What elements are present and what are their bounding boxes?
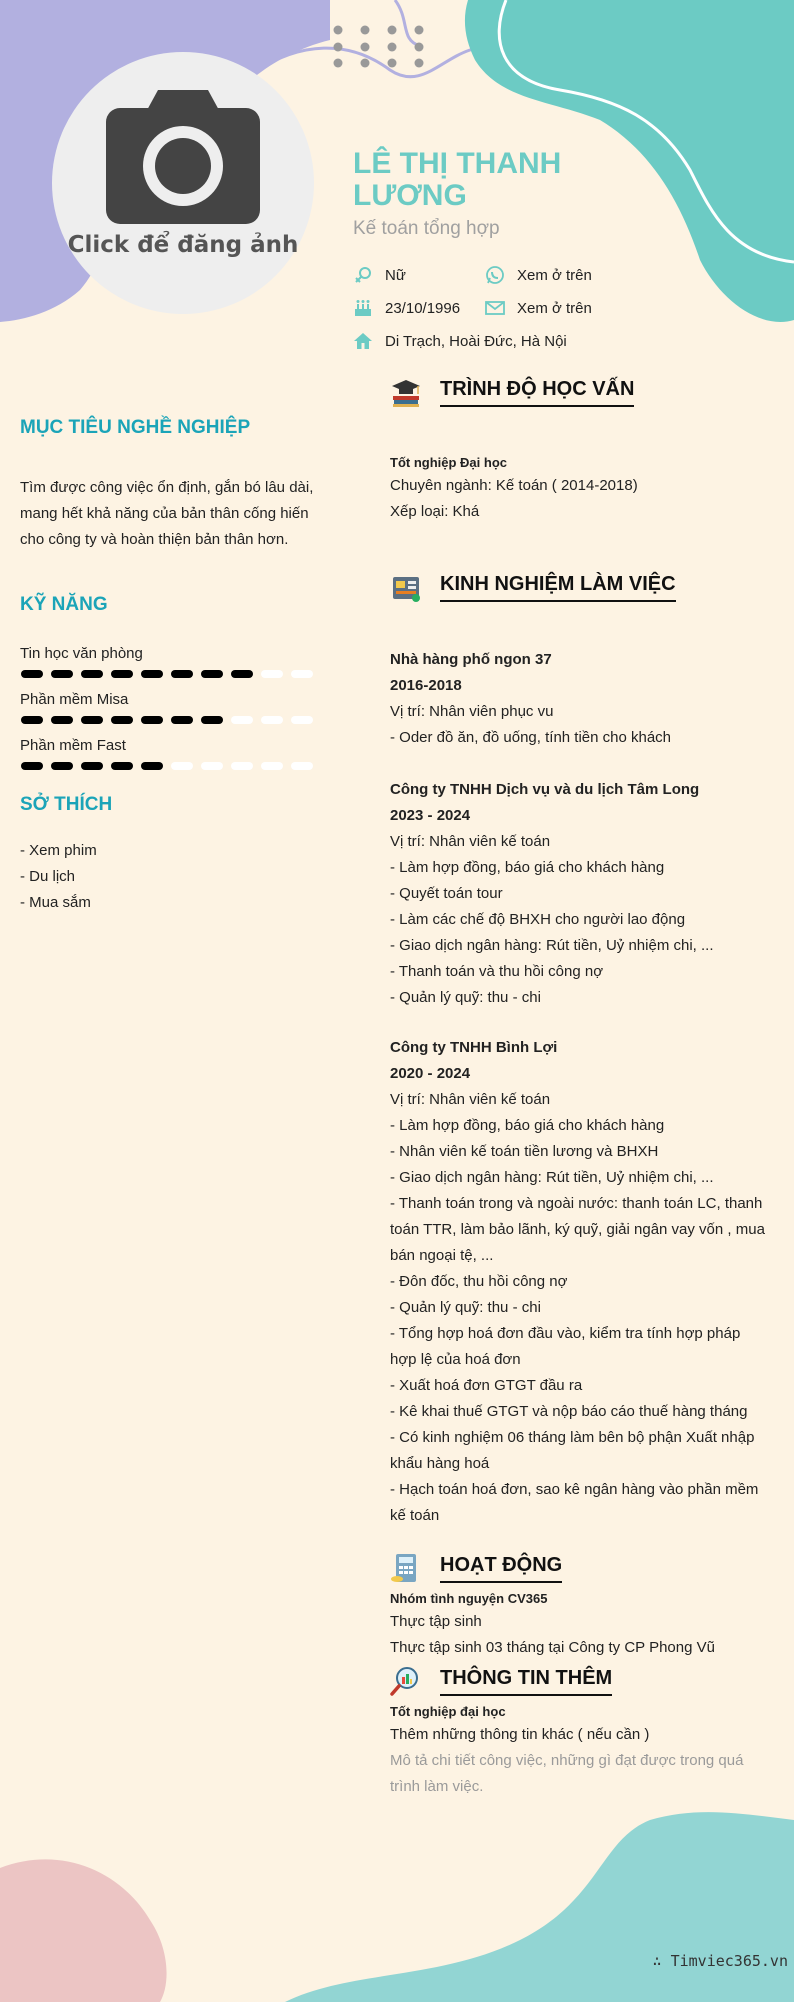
skill-level-bar — [20, 759, 320, 773]
brand-text: Timviec365.vn — [670, 1952, 788, 1970]
additional-placeholder: Mô tả chi tiết công việc, những gì đạt được trong quá trình làm việc. — [390, 1752, 744, 1795]
job-duty: - Xuất hoá đơn GTGT đầu ra — [390, 1377, 583, 1394]
hobbies-heading: SỞ THÍCH — [20, 794, 113, 815]
skill-name: Phần mềm Misa — [20, 691, 129, 708]
additional-line: Thêm những thông tin khác ( nếu cần ) — [390, 1726, 650, 1743]
skill-dash-filled — [141, 716, 163, 724]
job-duty: - Làm các chế độ BHXH cho người lao động — [390, 911, 686, 928]
skill-dash-empty — [261, 762, 283, 770]
gender-value: Nữ — [385, 266, 406, 284]
education-section-header — [390, 376, 634, 408]
gender-row — [353, 265, 406, 285]
job-duty: - Làm hợp đồng, báo giá cho khách hàng — [390, 859, 665, 876]
education-title: Tốt nghiệp Đại học — [390, 455, 507, 470]
skill-dash-filled — [111, 670, 133, 678]
skill-dash-empty — [291, 670, 313, 678]
skill-name: Tin học văn phòng — [20, 645, 143, 662]
email-icon — [485, 298, 505, 318]
magnifier-chart-icon — [390, 1665, 422, 1697]
skill-dash-empty — [231, 762, 253, 770]
experience-heading: KINH NGHIỆM LÀM VIỆC — [440, 573, 676, 602]
skill-dash-filled — [81, 716, 103, 724]
job-company: Nhà hàng phố ngon 37 — [390, 651, 552, 668]
job-duty: - Thanh toán và thu hồi công nợ — [390, 963, 604, 980]
skill-dash-empty — [291, 762, 313, 770]
hobby-item: - Mua sắm — [20, 894, 91, 911]
skill-item — [20, 691, 320, 727]
skill-dash-filled — [141, 670, 163, 678]
job-duty: - Oder đồ ăn, đồ uống, tính tiền cho khách — [390, 729, 672, 746]
birthdate-value: 23/10/1996 — [385, 299, 461, 317]
job-duty: - Làm hợp đồng, báo giá cho khách hàng — [390, 1117, 665, 1134]
skill-dash-filled — [171, 670, 193, 678]
brand-watermark: ∴ Timviec365.vn — [652, 1952, 788, 1970]
phone-icon — [485, 265, 505, 285]
job-entry — [390, 777, 770, 1011]
candidate-name: LÊ THỊ THANH LƯƠNG — [353, 147, 562, 212]
skill-dash-filled — [21, 670, 43, 678]
job-duty: - Quyết toán tour — [390, 885, 503, 902]
skill-level-bar — [20, 713, 320, 727]
job-entry — [390, 647, 770, 751]
job-duty: - Hạch toán hoá đơn, sao kê ngân hàng vào phần mềm kế toán — [390, 1481, 759, 1524]
job-position: Vị trí: Nhân viên kế toán — [390, 833, 551, 850]
skill-level-bar — [20, 667, 320, 681]
job-entry — [390, 1035, 770, 1529]
phone-row — [485, 265, 592, 285]
skill-dash-filled — [81, 670, 103, 678]
job-duty: - Quản lý quỹ: thu - chi — [390, 1299, 541, 1316]
photo-caption: Click để đăng ảnh — [67, 232, 299, 258]
skill-dash-filled — [51, 716, 73, 724]
camera-icon — [106, 88, 260, 224]
education-block — [390, 453, 770, 525]
address-value: Di Trạch, Hoài Đức, Hà Nội — [385, 332, 567, 350]
education-heading: TRÌNH ĐỘ HỌC VẤN — [440, 378, 634, 407]
skill-item — [20, 645, 320, 681]
skills-heading: KỸ NĂNG — [20, 594, 108, 615]
photo-upload[interactable] — [52, 52, 314, 314]
education-grade: Xếp loại: Khá — [390, 503, 480, 520]
additional-section-header — [390, 1665, 612, 1697]
activities-heading: HOẠT ĐỘNG — [440, 1554, 562, 1583]
email-value: Xem ở trên — [517, 299, 592, 317]
skill-dash-filled — [51, 762, 73, 770]
skill-dash-filled — [51, 670, 73, 678]
job-duty: - Giao dịch ngân hàng: Rút tiền, Uỷ nhiệm chi, ... — [390, 937, 714, 954]
activity-org: Nhóm tình nguyện CV365 — [390, 1591, 548, 1606]
job-duty: - Có kinh nghiệm 06 tháng làm bên bộ phận Xuất nhập khẩu hàng hoá — [390, 1429, 755, 1472]
activities-calculator-icon — [390, 1552, 422, 1584]
skill-dash-filled — [111, 762, 133, 770]
activity-detail: Thực tập sinh 03 tháng tại Công ty CP Phong Vũ — [390, 1639, 715, 1656]
skill-dash-filled — [21, 762, 43, 770]
experience-section-header — [390, 571, 676, 603]
job-duty: - Thanh toán trong và ngoài nước: thanh toán LC, thanh toán TTR, làm bảo lãnh, ký quỹ, giải ngân vay vốn , mua bán ngoại tệ, ... — [390, 1195, 765, 1264]
skill-dash-filled — [231, 670, 253, 678]
education-major: Chuyên ngành: Kế toán ( 2014-2018) — [390, 477, 638, 494]
skill-dash-filled — [201, 716, 223, 724]
skill-dash-empty — [231, 716, 253, 724]
skill-dash-filled — [111, 716, 133, 724]
job-company: Công ty TNHH Bình Lợi — [390, 1039, 558, 1056]
job-position: Vị trí: Nhân viên kế toán — [390, 1091, 551, 1108]
home-icon — [353, 331, 373, 351]
hobby-item: - Du lịch — [20, 868, 76, 885]
skill-dash-empty — [171, 762, 193, 770]
hobby-item: - Xem phim — [20, 842, 97, 859]
activities-block — [390, 1589, 770, 1661]
skill-dash-filled — [171, 716, 193, 724]
hobbies-list — [20, 838, 97, 916]
activity-role: Thực tập sinh — [390, 1613, 482, 1630]
skill-dash-empty — [261, 716, 283, 724]
additional-title: Tốt nghiệp đại học — [390, 1704, 506, 1719]
skill-dash-filled — [141, 762, 163, 770]
skill-dash-filled — [81, 762, 103, 770]
job-duty: - Đôn đốc, thu hồi công nợ — [390, 1273, 568, 1290]
job-duty: - Kê khai thuế GTGT và nộp báo cáo thuế hàng tháng — [390, 1403, 748, 1420]
additional-heading: THÔNG TIN THÊM — [440, 1667, 612, 1696]
birthdate-row — [353, 298, 460, 318]
job-period: 2020 - 2024 — [390, 1065, 471, 1082]
career-objective-text: Tìm được công việc ổn định, gắn bó lâu dài, mang hết khả năng của bản thân cống hiến cho công ty và hoàn thiện bản thân hơn. — [20, 479, 314, 548]
job-duty: - Tổng hợp hoá đơn đầu vào, kiểm tra tính hợp pháp hợp lệ của hoá đơn — [390, 1325, 741, 1368]
skill-name: Phần mềm Fast — [20, 737, 126, 754]
gender-icon — [353, 265, 373, 285]
job-period: 2016-2018 — [390, 677, 462, 694]
career-objective-heading: MỤC TIÊU NGHỀ NGHIỆP — [20, 417, 251, 438]
skill-item — [20, 737, 320, 773]
job-duty: - Nhân viên kế toán tiền lương và BHXH — [390, 1143, 659, 1160]
skill-dash-empty — [261, 670, 283, 678]
skill-dash-empty — [201, 762, 223, 770]
skill-dash-filled — [201, 670, 223, 678]
job-period: 2023 - 2024 — [390, 807, 471, 824]
activities-section-header — [390, 1552, 562, 1584]
additional-block — [390, 1702, 770, 1800]
job-company: Công ty TNHH Dịch vụ và du lịch Tâm Long — [390, 781, 700, 798]
job-position: Vị trí: Nhân viên phục vu — [390, 703, 554, 720]
email-row — [485, 298, 592, 318]
phone-value: Xem ở trên — [517, 266, 592, 284]
work-experience-icon — [390, 571, 422, 603]
job-title: Kế toán tổng hợp — [353, 218, 500, 239]
birthday-cake-icon — [353, 298, 373, 318]
job-duty: - Quản lý quỹ: thu - chi — [390, 989, 541, 1006]
skill-dash-filled — [21, 716, 43, 724]
graduation-books-icon — [390, 376, 422, 408]
job-duty: - Giao dịch ngân hàng: Rút tiền, Uỷ nhiệm chi, ... — [390, 1169, 714, 1186]
address-row — [353, 331, 567, 351]
skill-dash-empty — [291, 716, 313, 724]
